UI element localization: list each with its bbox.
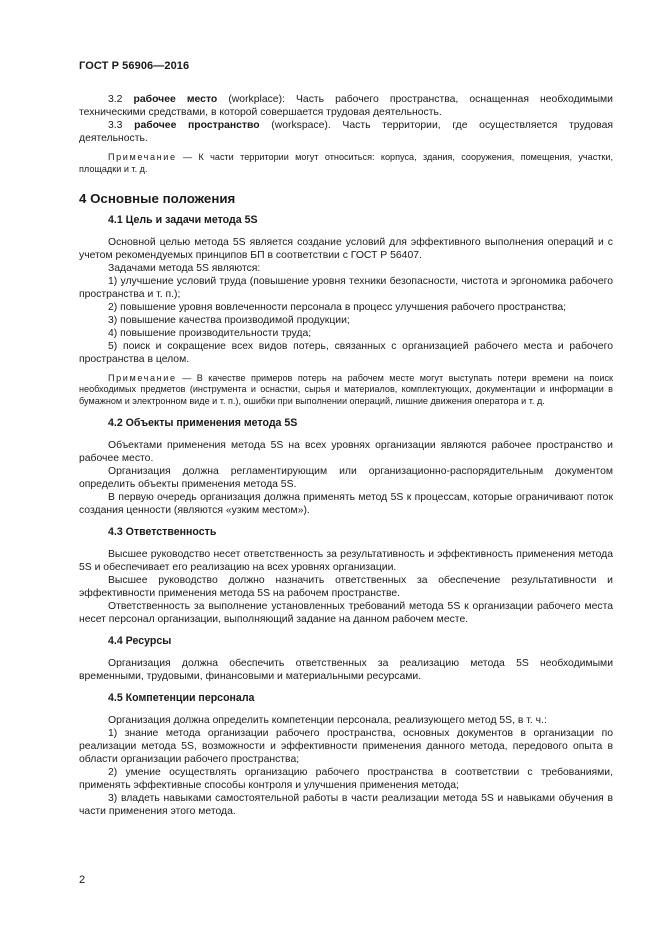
definition-text: (workplace): Часть рабочего пространства, оснащенная необходимыми техническими средствами, в которой совершается трудовая деятельность. [79, 94, 613, 118]
section-4-5-heading: 4.5 Компетенции персонала [108, 691, 255, 704]
note-2 [79, 373, 613, 408]
section-4-heading: 4 Основные положения [79, 190, 236, 206]
note-label: Примечание [108, 372, 177, 383]
paragraph: Организация должна обеспечить ответственных за реализацию метода 5S необходимыми временными, трудовыми, финансовыми и материальными ресурсами. [79, 657, 613, 682]
definition-number: 3.2 [108, 94, 134, 105]
list-item: 5) поиск и сокращение всех видов потерь, связанных с организацией рабочего места и рабочего пространства в целом. [79, 340, 613, 365]
note-text: — В качестве примеров потерь на рабочем месте могут выступать потери времени на поиск необходимых предметов (инструмента и оснастки, сырья и материалов, комплектующих, документации и информации в бумажном и электронном виде и т. п.), ошибки при выполнении операций, лишние движения оператора и т. д. [79, 372, 613, 407]
list-item: 2) повышение уровня вовлеченности персонала в процесс улучшения рабочего пространства; [108, 301, 567, 313]
definition-number: 3.3 [108, 120, 135, 131]
paragraph: В первую очередь организация должна применять метод 5S к процессам, которые ограничивают поток создания ценности (являются «узким местом»). [79, 491, 613, 516]
definition-term: рабочее пространство [134, 120, 260, 131]
definition-text: (workspace). Часть территории, где осуществляется трудовая деятельность. [79, 120, 613, 144]
paragraph: Задачами метода 5S являются: [108, 262, 261, 274]
paragraph: Ответственность за выполнение установленных требований метода 5S к организации рабочего места несет персонал организации, выполняющий задание на данном рабочем месте. [79, 600, 613, 625]
paragraph: Высшее руководство несет ответственность за результативность и эффективность применения метода 5S и обеспечивает его реализацию на всех уровнях организации. [79, 548, 613, 573]
list-item: 3) владеть навыками самостоятельной работы в части реализации метода 5S и навыками обучения в части применения этого метода. [79, 792, 613, 817]
document-body [79, 93, 613, 818]
section-4-1-heading: 4.1 Цель и задачи метода 5S [108, 213, 258, 226]
definition-3-3 [79, 119, 613, 145]
note-text: — К части территории могут относиться: корпуса, здания, сооружения, помещения, участки, площадки и т. д. [79, 152, 613, 174]
paragraph: Организация должна регламентирующим или организационно-распорядительным документом определить объекты применения метода 5S. [79, 465, 613, 490]
paragraph: Организация должна определить компетенции персонала, реализующего метод 5S, в т. ч.: [108, 714, 547, 726]
note-label: Примечание [108, 152, 177, 162]
paragraph: Основной целью метода 5S является создание условий для эффективного выполнения операций и с учетом рекомендуемых принципов БП в соответствии с ГОСТ Р 56407. [79, 236, 613, 261]
list-item: 1) знание метода организации рабочего пространства, основных документов в организации по реализации метода 5S, возможности и эффективности применения данного метода, передового опыта в области организации рабочего пространства; [79, 727, 613, 765]
list-item: 1) улучшение условий труда (повышение уровня техники безопасности, чистота и эргономика рабочего пространства и т. п.); [79, 275, 613, 300]
section-4-4-heading: 4.4 Ресурсы [108, 634, 172, 647]
definition-3-2 [79, 93, 613, 119]
section-4-3-heading: 4.3 Ответственность [108, 525, 217, 538]
note-1 [79, 152, 613, 176]
paragraph: Объектами применения метода 5S на всех уровнях организации являются рабочее пространство и рабочее место. [79, 439, 613, 464]
list-item: 3) повышение качества производимой продукции; [108, 314, 350, 326]
definition-term: рабочее место [133, 94, 218, 105]
page-number: 2 [79, 874, 86, 886]
paragraph: Высшее руководство должно назначить ответственных за обеспечение результативности и эффективности применения метода 5S на рабочем пространстве. [79, 574, 613, 599]
section-4-2-heading: 4.2 Объекты применения метода 5S [108, 416, 298, 429]
document-header: ГОСТ Р 56906—2016 [79, 60, 190, 72]
list-item: 2) умение осуществлять организацию рабочего пространства в соответствии с требованиями, применять эффективные способы контроля и улучшения применения метода; [79, 766, 613, 791]
list-item: 4) повышение производительности труда; [108, 327, 312, 339]
